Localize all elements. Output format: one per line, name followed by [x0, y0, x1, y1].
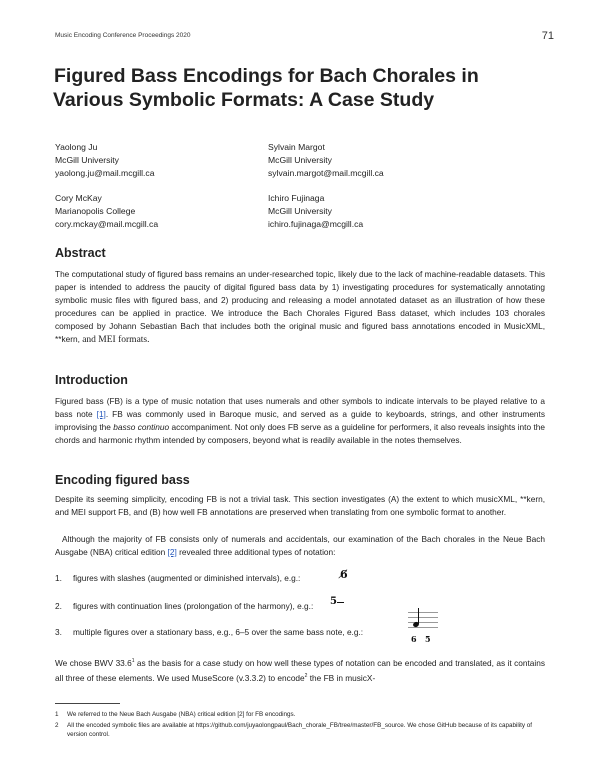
author-email: cory.mckay@mail.mcgill.ca: [55, 219, 159, 229]
author-affiliation: McGill University: [268, 206, 332, 216]
footnote-2: [55, 721, 545, 739]
encoding-heading: Encoding figured bass: [55, 473, 190, 487]
encoding-p3-text-a: We chose BWV 33.6: [55, 657, 132, 668]
footnote-text: We referred to the Neue Bach Ausgabe (NBA) critical edition [2] for FB encodings.: [67, 711, 296, 718]
author-email: yaolong.ju@mail.mcgill.ca: [55, 168, 155, 178]
footnote-text: All the encoded symbolic files are available at https://github.com/juyaolongpaul/Bach_chorale_FB/tree/master/FB_source. We chose GitHub because of its capability of version control.: [67, 722, 533, 738]
author-block-1: [55, 141, 154, 180]
footnote-ref-2[interactable]: 2: [304, 672, 308, 679]
encoding-paragraph-1: Despite its seeming simplicity, encoding FB is not a trivial task. This section investigates (A) the extent to which musicXML, **kern, and MEI support FB, and (B) how well FB annotations are preserved when translating from one symbolic format to another.: [55, 494, 545, 517]
notation-list-item-2: [55, 601, 313, 611]
footnote-number: 1: [55, 711, 59, 718]
encoding-p2-text-b: revealed three additional types of notation:: [179, 547, 336, 557]
running-header: Music Encoding Conference Proceedings 2020: [55, 32, 191, 39]
list-text: figures with continuation lines (prolongation of the harmony), e.g.:: [73, 601, 314, 611]
author-name: Ichiro Fujinaga: [268, 193, 325, 203]
author-affiliation: McGill University: [268, 155, 332, 165]
encoding-p3-text-c: the FB in musicX-: [307, 672, 376, 683]
abstract-text: The computational study of figured bass remains an under-researched topic, likely due to the lack of machine-readable datasets. This paper is intended to address the paucity of digital figured bass data by 1) investigating procedures for systematically annotating symbolic music files with figured bass, and 2) producing and releasing a model annotated dataset as an illustration of how these procedures can be applied in practice. We introduce the Bach Chorales Figured Bass dataset, which includes 103 chorales composed by Johann Sebastian Bach that includes both the original music and figured bass annotations encoded in MusicXML, **kern,: [55, 269, 545, 344]
encoding-p3-text-b: as the basis for a case study on how well these types of notation can be encoded and translated, as it contains all three of these elements. We used MuseScore (v.3.3.2) to encode: [55, 657, 545, 683]
list-number: 1.: [55, 573, 62, 583]
intro-text-b: . FB was commonly used in Baroque music, and served as a guide to keyboards, strings, and other instruments improvising the: [55, 409, 545, 432]
footnote-number: 2: [55, 722, 59, 729]
list-text: figures with slashes (augmented or diminished intervals), e.g.:: [73, 573, 301, 583]
title-line-1: Figured Bass Encodings for Bach Chorales in: [54, 65, 479, 87]
author-block-3: [55, 192, 158, 231]
notation-list-item-1: [55, 573, 300, 583]
abstract-heading: Abstract: [55, 246, 106, 260]
list-text: multiple figures over a stationary bass, e.g., 6–5 over the same bass note, e.g.:: [73, 627, 364, 637]
author-block-2: [268, 141, 384, 180]
staff-line: [408, 612, 438, 613]
slashed-figure-glyph: 6̸: [340, 568, 348, 581]
citation-link-2[interactable]: [2]: [167, 547, 177, 557]
author-email: sylvain.margot@mail.mcgill.ca: [268, 168, 384, 178]
introduction-heading: Introduction: [55, 373, 128, 387]
footnote-divider: [55, 703, 120, 704]
title-line-2: Various Symbolic Formats: A Case Study: [53, 89, 435, 111]
encoding-paragraph-3: [55, 655, 545, 685]
author-email: ichiro.fujinaga@mcgill.ca: [268, 219, 364, 229]
author-block-4: [268, 192, 363, 231]
figure-six-glyph: 6: [411, 634, 417, 644]
encoding-paragraph-2: [55, 533, 545, 559]
intro-text-a: Figured bass (FB) is a type of music notation that uses numerals and other symbols to indicate intervals to be played relative to a bass note: [55, 396, 545, 419]
author-name: Yaolong Ju: [55, 142, 98, 152]
footnote-ref-1[interactable]: 1: [131, 658, 135, 664]
staff-line: [408, 617, 438, 618]
intro-text-c: accompaniment. Not only does FB serve as a guideline for performers, it also reveals insights into the chords and harmonic rhythm intended by composers, beyond what is readily available in the notes themselves.: [55, 422, 545, 445]
page-number: 71: [541, 30, 554, 42]
figure-five-glyph: 5: [425, 634, 431, 644]
intro-italic-term: basso continuo: [113, 422, 170, 432]
introduction-paragraph: [55, 395, 545, 447]
encoding-p2-text-a: Although the majority of FB consists only of numerals and accidentals, our examination of the Bach chorales in the Neue Bach Ausgabe (NBA) critical edition: [55, 534, 545, 557]
footnote-1: [55, 710, 545, 719]
abstract-body: [55, 268, 545, 347]
note-stem: [418, 608, 419, 624]
author-affiliation: Marianopolis College: [55, 206, 136, 216]
paper-title: [54, 64, 554, 112]
staff-line: [408, 627, 438, 628]
continuation-line: [337, 602, 344, 603]
notation-list-item-3: [55, 627, 363, 637]
citation-link-1[interactable]: [1]: [96, 409, 106, 419]
continuation-figure-glyph: 5: [330, 596, 337, 607]
list-number: 3.: [55, 627, 62, 637]
abstract-tail: and MEI formats.: [82, 335, 150, 345]
author-name: Cory McKay: [55, 193, 102, 203]
list-number: 2.: [55, 601, 62, 611]
author-name: Sylvain Margot: [268, 142, 325, 152]
author-affiliation: McGill University: [55, 155, 119, 165]
